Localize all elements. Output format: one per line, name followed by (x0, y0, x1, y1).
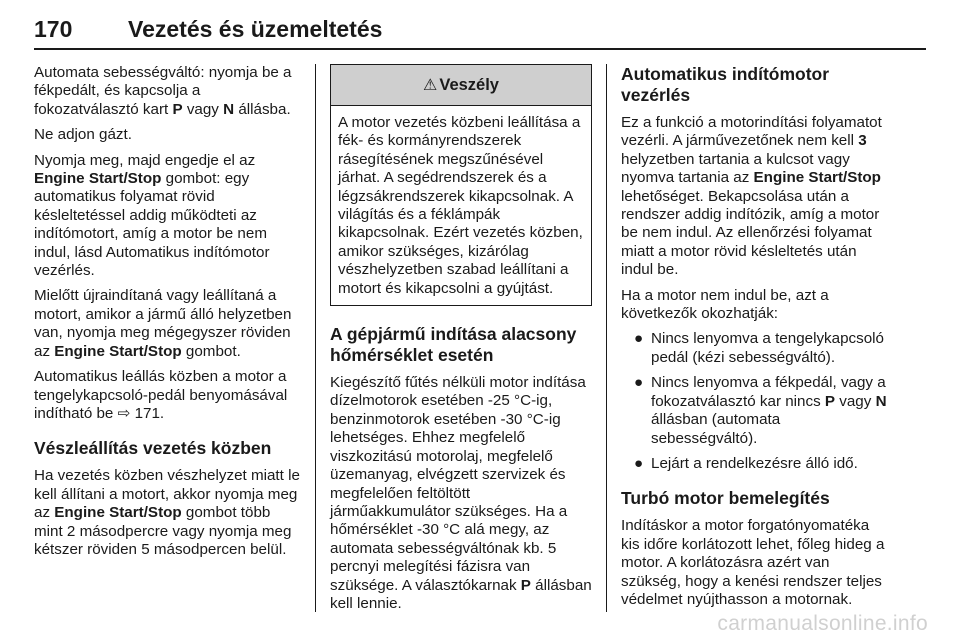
cause-list (621, 330, 889, 473)
paragraph: Kiegészítő fűtés nélküli motor indítása dízelmotorok esetében -25 °C-ig, benzinmotorok esetében -30 °C-ig lehetséges. Ehhez megfelelő viszkozitású motorolaj, megfelelő üzemanyag, elvégzett szervizek és megfelelően feltöltött járműakkumulátor szükséges. Ha a hőmérséklet -30 °C alá megy, az automata sebességváltónak kb. 5 percnyi melegítési fázisra van szüksége. A választókarnak P állásban kell lennie. (330, 374, 592, 612)
header-divider (34, 48, 926, 50)
danger-box-header (331, 65, 591, 106)
column-left (34, 64, 300, 566)
page-number: 170 (34, 16, 73, 42)
section-heading: Turbó motor bemelegítés (621, 488, 830, 509)
column-divider-left (315, 64, 316, 612)
list-item: ● Nincs lenyomva a tengelykapcsoló pedál (kézi sebességváltó). (634, 330, 884, 366)
danger-title: Veszély (439, 76, 499, 94)
bullet-icon: ● (634, 454, 644, 472)
paragraph: Mielőtt újraindítaná vagy leállítaná a motort, amikor a jármű álló helyzetben van, nyomja meg mégegyszer röviden az Engine Start/Stop gombot. (34, 287, 292, 360)
list-item: ● Lejárt a rendelkezésre álló idő. (634, 454, 858, 472)
danger-box (330, 64, 592, 306)
paragraph: Ha vezetés közben vészhelyzet miatt le kell állítani a motort, akkor nyomja meg az Engine Start/Stop gombot több mint 2 másodpercre vagy nyomja meg kétszer röviden 5 másodpercen belül. (34, 467, 300, 558)
paragraph: Indításkor a motor forgatónyomatéka kis időre korlátozott lehet, főleg hideg a motor. A korlátozásra azért van szükség, hogy a kenési rendszer teljes védelmet nyújthasson a motornak. (621, 517, 885, 608)
section-heading: Automatikus indítómotor vezérlés (621, 64, 830, 105)
column-divider-right (606, 64, 607, 612)
paragraph: Ha a motor nem indul be, azt a következők okozhatják: (621, 286, 829, 323)
column-right (621, 64, 889, 616)
section-heading: A gépjármű indítása alacsony hőmérséklet esetén (330, 324, 577, 366)
chapter-title: Vezetés és üzemeltetés (128, 16, 383, 42)
warning-triangle-icon: ⚠ (423, 77, 438, 94)
column-middle (330, 64, 592, 620)
paragraph: Nyomja meg, majd engedje el az Engine Start/Stop gombot: egy automatikus folyamat rövid késleltetéssel addig működteti az indítómotort, amíg a motor be nem indul, lásd Automatikus indítómotor vezérlés. (34, 151, 270, 280)
list-item: ● Nincs lenyomva a fékpedál, vagy a fokozatválasztó kar nincs P vagy N állásban (automata sebességváltó). (634, 374, 887, 447)
section-heading: Vészleállítás vezetés közben (34, 438, 272, 459)
page-reference-arrow-icon: ⇨ (117, 404, 131, 422)
paragraph: Automatikus leállás közben a motor a tengelykapcsoló-pedál benyomásával indítható be ⇨ 171. (34, 368, 288, 422)
page-reference[interactable]: 171. (134, 404, 165, 422)
bullet-icon: ● (634, 330, 644, 348)
page-header (34, 14, 926, 48)
paragraph: Ne adjon gázt. (34, 126, 132, 144)
watermark: carmanualsonline.info (717, 612, 928, 635)
paragraph: Automata sebességváltó: nyomja be a fékpedált, és kapcsolja a fokozatválasztó kart P vagy N állásba. (34, 64, 292, 118)
paragraph: Ez a funkció a motorindítási folyamatot vezérli. A járművezetőnek nem kell 3 helyzetben tartania a kulcsot vagy nyomva tartania az Engine Start/Stop lehetőséget. Bekapcsolása után a rendszer addig indítózik, amíg a motor be nem indul. Az ellenőrzési folyamat miatt a motor rövid késleltetés után indul be. (621, 114, 882, 279)
danger-text: A motor vezetés közbeni leállítása a fék- és kormányrendszerek rásegítésének megszűnésével járhat. A segédrendszerek és a légzsákrendszerek kikapcsolnak. A világítás és a féklámpák kikapcsolnak. Ezért vezetés közben, amikor szükséges, kizárólag vészhelyzetben szabad leállítani a motort és kikapcsolni a gyújtást. (338, 114, 583, 297)
bullet-icon: ● (634, 374, 644, 392)
